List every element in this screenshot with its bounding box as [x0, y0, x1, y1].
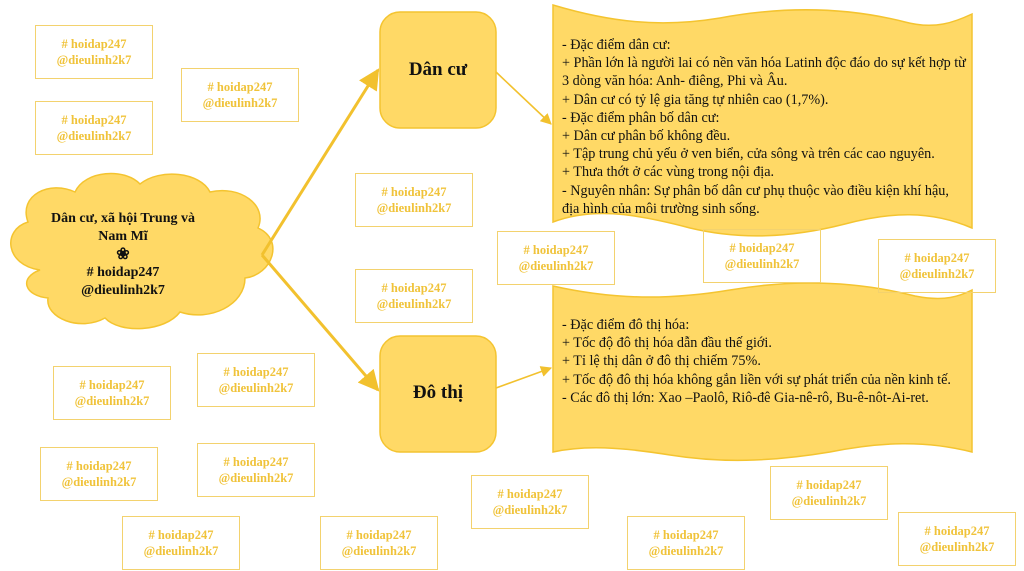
- flower-icon: ❀: [116, 246, 130, 263]
- note-line: + Thưa thớt ở các vùng trong nội địa.: [562, 164, 775, 181]
- arrow-dan-cu-to-note: [496, 72, 551, 124]
- center-node-label: [30, 210, 216, 300]
- note-line: - Các đô thị lớn: Xao –Paolô, Riô-đê Gia-nê-rô, Bu-ê-nôt-Ai-ret.: [562, 389, 929, 406]
- watermark-box: # hoidap247 @dieulinh2k7: [471, 475, 589, 529]
- note-line: + Phần lớn là người lai có nền văn hóa Latinh độc đáo do sự kết hợp từ 3 dòng văn hóa: Anh- điêng, Phi và Âu.: [562, 55, 966, 90]
- watermark-box: # hoidap247 @dieulinh2k7: [627, 516, 745, 570]
- center-handle: @dieulinh2k7: [81, 283, 165, 298]
- watermark-box: # hoidap247 @dieulinh2k7: [703, 229, 821, 283]
- center-tag: # hoidap247: [86, 265, 160, 280]
- note-line: + Dân cư phân bố không đều.: [562, 128, 731, 145]
- watermark-box: # hoidap247 @dieulinh2k7: [878, 239, 996, 293]
- note-line: + Tỉ lệ thị dân ở đô thị chiếm 75%.: [562, 353, 761, 370]
- watermark-box: # hoidap247 @dieulinh2k7: [355, 269, 473, 323]
- watermark-box: # hoidap247 @dieulinh2k7: [35, 25, 153, 79]
- watermark-box: # hoidap247 @dieulinh2k7: [122, 516, 240, 570]
- dan-cu-notes: [562, 36, 967, 218]
- note-line: - Đặc điểm phân bố dân cư:: [562, 109, 720, 126]
- note-line: + Dân cư có tỷ lệ gia tăng tự nhiên cao (1,7%).: [562, 91, 829, 108]
- watermark-box: # hoidap247 @dieulinh2k7: [320, 516, 438, 570]
- watermark-box: # hoidap247 @dieulinh2k7: [497, 231, 615, 285]
- watermark-box: # hoidap247 @dieulinh2k7: [898, 512, 1016, 566]
- note-line: + Tốc độ đô thị hóa không gắn liền với sự phát triển của nền kinh tế.: [562, 371, 951, 388]
- note-line: - Đặc điểm dân cư:: [562, 37, 671, 53]
- note-line: - Nguyên nhân: Sự phân bố dân cư phụ thuộc vào điều kiện khí hậu, địa hình của môi trường sinh sống.: [562, 182, 949, 217]
- note-line: + Tốc độ đô thị hóa dẫn đầu thế giới.: [562, 335, 772, 352]
- center-title-line2: Nam Mĩ: [98, 229, 148, 244]
- watermark-box: # hoidap247 @dieulinh2k7: [770, 466, 888, 520]
- note-line: + Tập trung chủ yếu ở ven biển, cửa sông và trên các cao nguyên.: [562, 146, 935, 163]
- watermark-box: # hoidap247 @dieulinh2k7: [197, 443, 315, 497]
- arrow-do-thi-to-note: [496, 368, 551, 388]
- do-thi-notes: [562, 316, 967, 407]
- watermark-box: # hoidap247 @dieulinh2k7: [355, 173, 473, 227]
- watermark-box: # hoidap247 @dieulinh2k7: [40, 447, 158, 501]
- watermark-box: # hoidap247 @dieulinh2k7: [181, 68, 299, 122]
- dan-cu-label: Dân cư: [408, 59, 468, 80]
- note-line: - Đặc điểm đô thị hóa:: [562, 317, 690, 333]
- watermark-box: # hoidap247 @dieulinh2k7: [35, 101, 153, 155]
- center-title-line1: Dân cư, xã hội Trung và: [50, 211, 196, 226]
- connector-arrows-thin: [496, 72, 551, 388]
- do-thi-label: Đô thị: [412, 382, 464, 403]
- watermark-box: # hoidap247 @dieulinh2k7: [197, 353, 315, 407]
- watermark-box: # hoidap247 @dieulinh2k7: [53, 366, 171, 420]
